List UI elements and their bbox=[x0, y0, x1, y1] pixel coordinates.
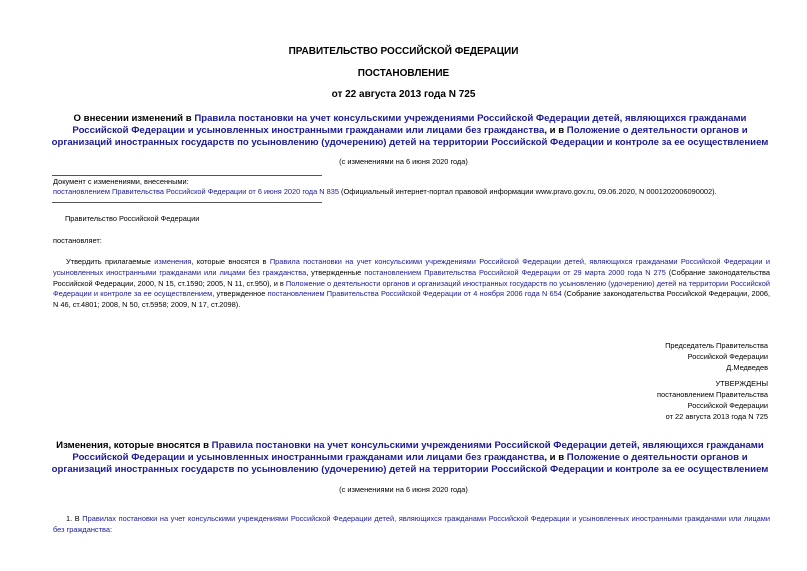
p1-text-a: Утвердить прилагаемые bbox=[66, 257, 155, 266]
signature-line-3: Д.Медведев bbox=[726, 363, 768, 372]
item1-text-a: 1. В bbox=[66, 514, 83, 523]
item1-text-b: : bbox=[109, 524, 113, 534]
decrees-word: постановляет: bbox=[53, 236, 102, 245]
approved-line-3: Российской Федерации bbox=[687, 401, 768, 410]
signature-line-1: Председатель Правительства bbox=[665, 341, 768, 350]
changes-title-prefix: Изменения, которые вносятся в bbox=[56, 440, 212, 451]
signature-block bbox=[665, 340, 768, 373]
date-number-heading: от 22 августа 2013 года N 725 bbox=[331, 89, 476, 100]
p1-text-b: , которые вносятся в bbox=[191, 257, 270, 266]
item-1 bbox=[53, 514, 770, 536]
p1-text-e: , утвержденное bbox=[212, 289, 268, 299]
p1-text-f: (Собрание законодательства Российской Федерации, 2006, N 46, ст.4801; 2008, N 50, ст.5958; 2009, N 17, ст.2098). bbox=[53, 289, 770, 310]
title-middle: , и в bbox=[544, 125, 567, 136]
paragraph-1 bbox=[53, 257, 770, 311]
approved-line-1: УТВЕРЖДЕНЫ bbox=[715, 379, 768, 388]
amendments-suffix: (Официальный интернет-портал правовой информации www.pravo.gov.ru, 09.06.2020, N 0001202006090002). bbox=[339, 187, 717, 196]
p1-link-regulation[interactable]: Положение о деятельности органов и организаций иностранных государств по усыновлению (удочерению) детей на территории Российской Федерации и контроле за ее осуществлением bbox=[53, 278, 770, 299]
signature-line-2: Российской Федерации bbox=[687, 352, 768, 361]
government-heading: ПРАВИТЕЛЬСТВО РОССИЙСКОЙ ФЕДЕРАЦИИ bbox=[288, 46, 519, 57]
amendments-label: Документ с изменениями, внесенными: bbox=[53, 177, 189, 186]
changes-title bbox=[50, 440, 770, 476]
divider-top bbox=[52, 175, 322, 176]
p1-link-decree-654[interactable]: постановлением Правительства Российской Федерации от 4 ноября 2006 года N 654 bbox=[267, 289, 562, 299]
issuer: Правительство Российской Федерации bbox=[65, 214, 200, 223]
amendments-link[interactable]: постановлением Правительства Российской Федерации от 6 июня 2020 года N 835 bbox=[53, 187, 339, 196]
p1-link-decree-275[interactable]: постановлением Правительства Российской Федерации от 29 марта 2000 года N 275 bbox=[364, 267, 666, 277]
p1-link-rules[interactable]: Правила постановки на учет консульскими учреждениями Российской Федерации детей, являющихся гражданами Российской Федерации и усыновленных иностранными гражданами или лицами без гражданства bbox=[53, 257, 771, 277]
changes-note: (с изменениями на 6 июня 2020 года) bbox=[339, 157, 468, 166]
approved-line-4: от 22 августа 2013 года N 725 bbox=[665, 412, 768, 421]
changes-title-link-rules[interactable]: Правила постановки на учет консульскими учреждениями Российской Федерации детей, являющихся гражданами Российской Федерации и усыновленных иностранными гражданами или лицами без гражданства bbox=[72, 440, 764, 463]
title-link-rules[interactable]: Правила постановки на учет консульскими учреждениями Российской Федерации детей, являющихся гражданами Российской Федерации и усыновленных иностранными гражданами или лицами без гражданства bbox=[72, 113, 747, 136]
divider-bottom bbox=[52, 202, 322, 203]
item1-link-rules[interactable]: Правилах постановки на учет консульскими учреждениями Российской Федерации детей, являющихся гражданами Российской Федерации и усыновленных иностранными гражданами или лицами без гражданства bbox=[53, 514, 771, 534]
amendments-line bbox=[53, 187, 773, 198]
doc-type-heading: ПОСТАНОВЛЕНИЕ bbox=[357, 68, 450, 79]
approved-line-2: постановлением Правительства bbox=[657, 390, 768, 399]
p1-text-c: , утвержденные bbox=[306, 267, 365, 277]
p1-text-d: (Собрание законодательства Российской Федерации, 2000, N 15, ст.1590; 2005, N 11, ст.950), и в bbox=[53, 267, 770, 288]
changes-title-middle: , и в bbox=[544, 452, 567, 463]
document-title bbox=[50, 113, 770, 149]
approved-block bbox=[657, 378, 768, 422]
title-link-regulation[interactable]: Положение о деятельности органов и организаций иностранных государств по усыновлению (удочерению) детей на территории Российской Федерации и контроле за ее осуществлением bbox=[51, 125, 769, 148]
title-prefix: О внесении изменений в bbox=[73, 113, 195, 124]
p1-link-changes[interactable]: изменения bbox=[154, 257, 192, 266]
changes-title-note: (с изменениями на 6 июня 2020 года) bbox=[339, 485, 468, 494]
changes-title-link-regulation[interactable]: Положение о деятельности органов и организаций иностранных государств по усыновлению (удочерению) детей на территории Российской Федерации и контроле за ее осуществлением bbox=[51, 452, 769, 475]
